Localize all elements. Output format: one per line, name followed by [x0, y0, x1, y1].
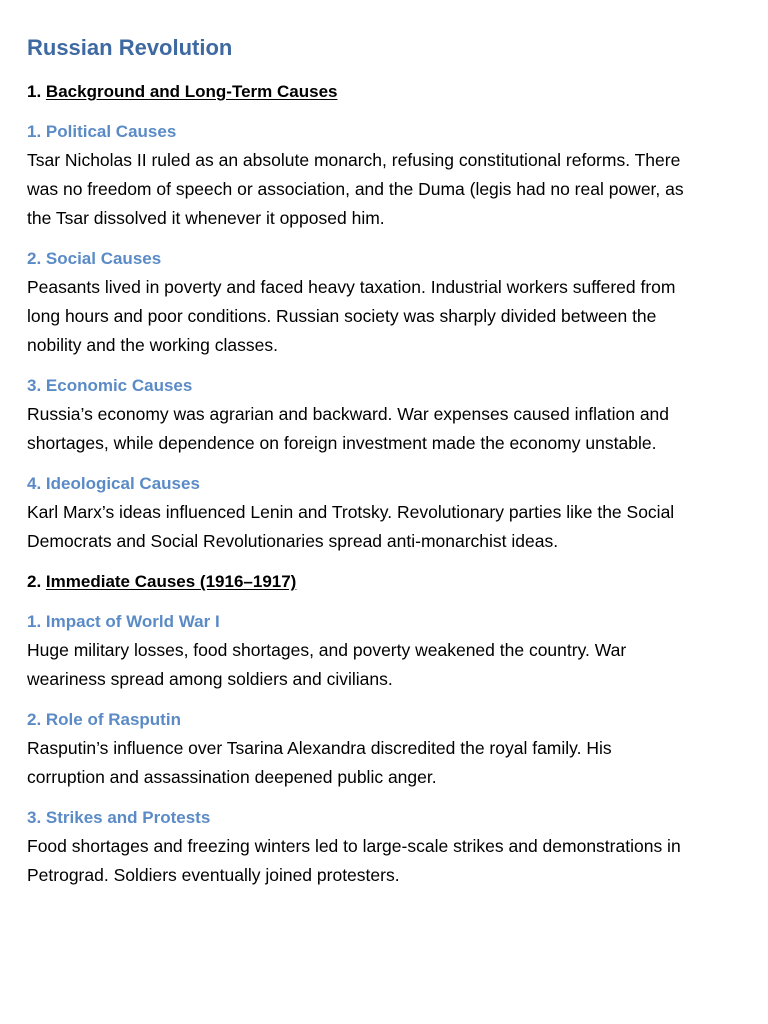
section-heading: 3. Economic Causes [27, 376, 193, 395]
document-title: Russian Revolution [27, 35, 233, 60]
paragraph-line: the Tsar dissolved it whenever it opposed him. [27, 208, 385, 228]
paragraph-line: was no freedom of speech or association, and the Duma (legis had no real power, as [27, 179, 684, 199]
section-ideological-causes [27, 470, 728, 556]
paragraph-line: long hours and poor conditions. Russian society was sharply divided between the [27, 306, 657, 326]
part-title: Immediate Causes (1916–1917) [45, 572, 297, 591]
section-heading: 2. Social Causes [27, 249, 162, 268]
section-paragraph [27, 832, 728, 890]
section-paragraph [27, 146, 728, 233]
paragraph-line: Tsar Nicholas II ruled as an absolute monarch, refusing constitutional reforms. There [27, 150, 681, 170]
part-title: Background and Long-Term Causes [45, 82, 338, 101]
paragraph-line: Russia’s economy was agrarian and backward. War expenses caused inflation and [27, 404, 670, 424]
part-heading-background [27, 78, 728, 106]
paragraph-line: corruption and assassination deepened public anger. [27, 767, 437, 787]
section-economic-causes [27, 372, 728, 458]
paragraph-line: nobility and the working classes. [27, 335, 278, 355]
section-role-of-rasputin [27, 706, 728, 792]
section-paragraph [27, 498, 728, 556]
section-heading: 2. Role of Rasputin [27, 710, 181, 729]
section-heading: 4. Ideological Causes [27, 474, 200, 493]
paragraph-line: weariness spread among soldiers and civilians. [27, 669, 393, 689]
paragraph-line: Karl Marx’s ideas influenced Lenin and Trotsky. Revolutionary parties like the Social [27, 502, 675, 522]
paragraph-line: Rasputin’s influence over Tsarina Alexandra discredited the royal family. His [27, 738, 612, 758]
paragraph-line: shortages, while dependence on foreign investment made the economy unstable. [27, 433, 657, 453]
part-number: 2. [27, 572, 42, 591]
section-social-causes [27, 245, 728, 360]
paragraph-line: Food shortages and freezing winters led to large-scale strikes and demonstrations in [27, 836, 681, 856]
section-political-causes [27, 118, 728, 233]
paragraph-line: Peasants lived in poverty and faced heavy taxation. Industrial workers suffered from [27, 277, 676, 297]
part-heading-immediate [27, 568, 728, 596]
part-number: 1. [27, 82, 42, 101]
paragraph-line: Huge military losses, food shortages, and poverty weakened the country. War [27, 640, 627, 660]
section-heading: 3. Strikes and Protests [27, 808, 211, 827]
section-paragraph [27, 400, 728, 458]
paragraph-line: Petrograd. Soldiers eventually joined protesters. [27, 865, 400, 885]
section-strikes-and-protests [27, 804, 728, 890]
section-paragraph [27, 273, 728, 360]
section-heading: 1. Political Causes [27, 122, 177, 141]
section-world-war-i [27, 608, 728, 694]
section-heading: 1. Impact of World War I [27, 612, 220, 631]
section-paragraph [27, 636, 728, 694]
section-paragraph [27, 734, 728, 792]
paragraph-line: Democrats and Social Revolutionaries spread anti-monarchist ideas. [27, 531, 559, 551]
